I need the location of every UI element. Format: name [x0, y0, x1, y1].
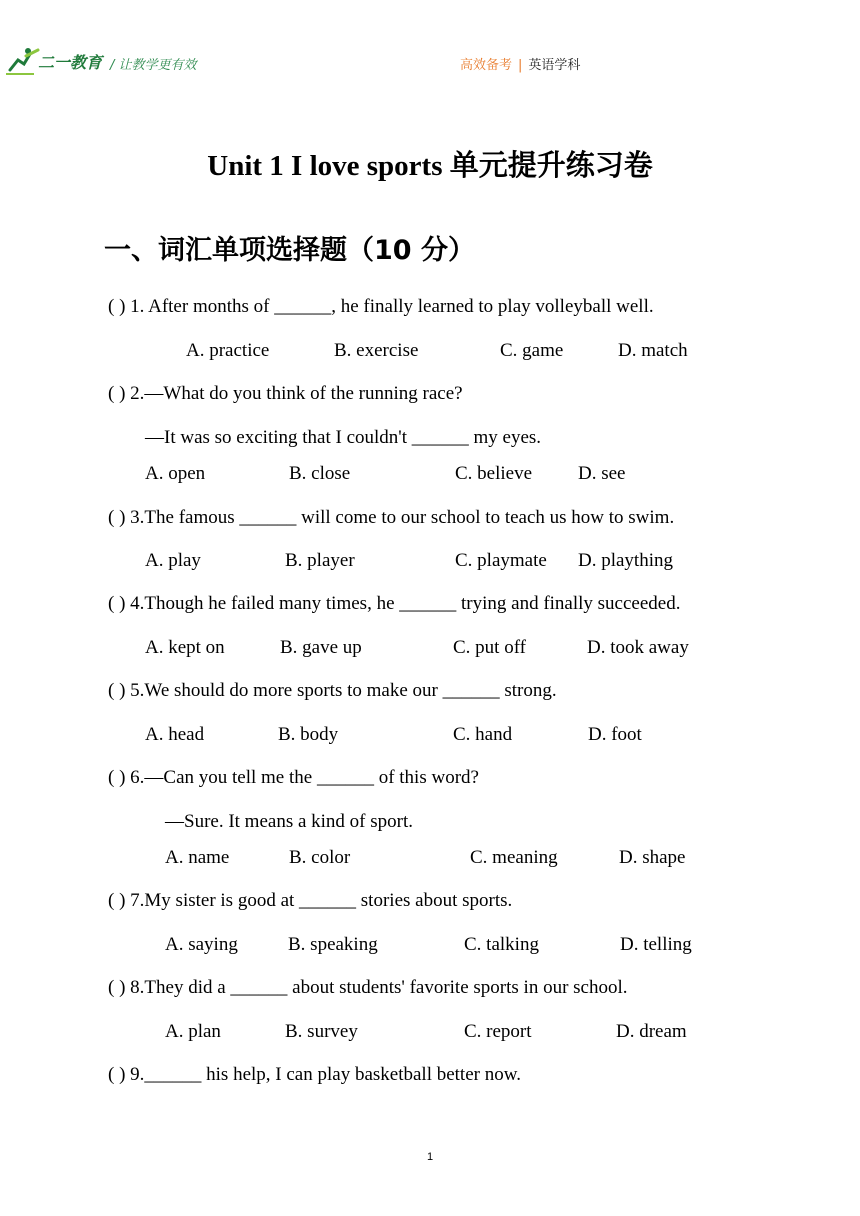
- q7-option-c: C. talking: [464, 934, 539, 955]
- q5-option-d: D. foot: [588, 724, 642, 745]
- page-number: 1: [426, 1151, 434, 1163]
- q5-option-c: C. hand: [453, 724, 513, 745]
- q5-option-b: B. body: [278, 724, 339, 745]
- q7-option-d: D. telling: [620, 934, 692, 955]
- question-4: ( ) 4.Though he failed many times, he ______ trying and finally succeeded.: [108, 593, 681, 614]
- question-6: ( ) 6.—Can you tell me the ______ of this word?: [108, 767, 479, 788]
- q8-option-a: A. plan: [165, 1021, 221, 1042]
- q7-option-b: B. speaking: [288, 934, 378, 955]
- logo-text: 二一教育: [38, 53, 103, 72]
- question-2-sub: —It was so exciting that I couldn't ______ my eyes.: [145, 427, 542, 448]
- question-8: ( ) 8.They did a ______ about students' favorite sports in our school.: [108, 977, 628, 998]
- q3-option-d: D. plaything: [578, 550, 673, 571]
- q3-option-c: C. playmate: [455, 550, 547, 571]
- q6-option-b: B. color: [289, 847, 351, 868]
- section-title: 一、词汇单项选择题（10 分）: [104, 235, 475, 266]
- question-9: ( ) 9.______ his help, I can play basketball better now.: [108, 1064, 521, 1085]
- question-5: ( ) 5.We should do more sports to make our ______ strong.: [108, 680, 557, 701]
- q4-option-c: C. put off: [453, 637, 527, 658]
- q1-option-b: B. exercise: [334, 340, 419, 361]
- q2-option-b: B. close: [289, 463, 351, 484]
- question-2: ( ) 2.—What do you think of the running race?: [108, 383, 463, 404]
- q6-option-c: C. meaning: [470, 847, 558, 868]
- q7-option-a: A. saying: [165, 934, 238, 955]
- question-1: ( ) 1. After months of ______, he finally learned to play volleyball well.: [108, 296, 654, 317]
- page-title: Unit 1 I love sports 单元提升练习卷: [207, 150, 653, 182]
- q8-option-d: D. dream: [616, 1021, 687, 1042]
- header-subject: 英语学科: [528, 58, 581, 73]
- q4-option-d: D. took away: [587, 637, 689, 658]
- header-separator: |: [518, 58, 523, 73]
- question-3: ( ) 3.The famous ______ will come to our school to teach us how to swim.: [108, 507, 675, 528]
- question-7: ( ) 7.My sister is good at ______ stories about sports.: [108, 890, 513, 911]
- q1-option-a: A. practice: [186, 340, 270, 361]
- q4-option-b: B. gave up: [280, 637, 362, 658]
- q8-option-c: C. report: [464, 1021, 532, 1042]
- q3-option-a: A. play: [145, 550, 201, 571]
- q5-option-a: A. head: [145, 724, 205, 745]
- q8-option-b: B. survey: [285, 1021, 358, 1042]
- q6-option-d: D. shape: [619, 847, 686, 868]
- q1-option-d: D. match: [618, 340, 688, 361]
- q2-option-d: D. see: [578, 463, 626, 484]
- q1-option-c: C. game: [500, 340, 564, 361]
- question-6-sub: —Sure. It means a kind of sport.: [165, 811, 414, 832]
- q4-option-a: A. kept on: [145, 637, 225, 658]
- header-right: [460, 54, 580, 73]
- q2-option-c: C. believe: [455, 463, 533, 484]
- header-left-tag: 高效备考: [460, 58, 513, 73]
- q6-option-a: A. name: [165, 847, 230, 868]
- q2-option-a: A. open: [145, 463, 206, 484]
- q3-option-b: B. player: [285, 550, 355, 571]
- header-slogan: / 让教学更有效: [110, 58, 197, 73]
